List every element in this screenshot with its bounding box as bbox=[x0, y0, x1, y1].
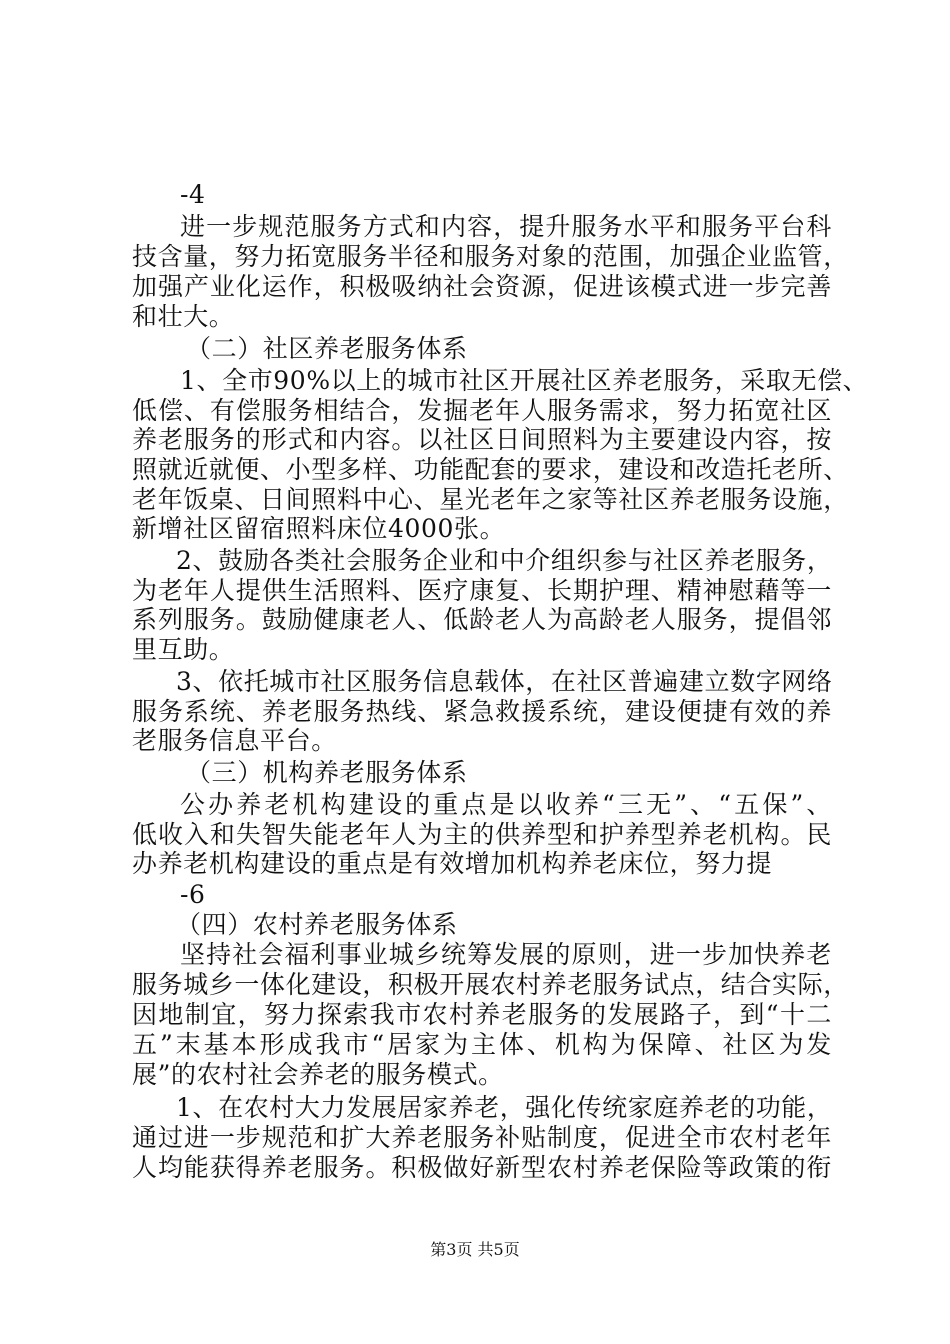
page-number-footer: 第3页 共5页 bbox=[430, 1240, 520, 1259]
paragraph-line: 老年饭桌、日间照料中心、星光老年之家等社区养老服务设施， bbox=[132, 485, 849, 514]
paragraph-line: 展”的农村社会养老的服务模式。 bbox=[132, 1060, 504, 1089]
paragraph-line: 3、依托城市社区服务信息载体，在社区普遍建立数字网络 bbox=[176, 667, 833, 696]
section-heading: （三）机构养老服务体系 bbox=[186, 758, 468, 787]
paragraph-line: 养老服务的形式和内容。以社区日间照料为主要建设内容，按 bbox=[132, 425, 832, 454]
paragraph-line: 老服务信息平台。 bbox=[132, 726, 337, 755]
page-marker: -4 bbox=[180, 180, 206, 209]
section-heading: （二）社区养老服务体系 bbox=[186, 334, 468, 363]
paragraph-line: 1、全市90%以上的城市社区开展社区养老服务，采取无偿、 bbox=[180, 366, 869, 395]
paragraph-line: 低收入和失智失能老年人为主的供养型和护养型养老机构。民 bbox=[132, 820, 832, 849]
paragraph-line: 五”末基本形成我市“居家为主体、机构为保障、社区为发 bbox=[132, 1030, 832, 1059]
paragraph-line: 照就近就便、小型多样、功能配套的要求，建设和改造托老所、 bbox=[132, 455, 849, 484]
paragraph-line: 为老年人提供生活照料、医疗康复、长期护理、精神慰藉等一 bbox=[132, 576, 832, 605]
page-marker: -6 bbox=[180, 880, 206, 909]
paragraph-line: 系列服务。鼓励健康老人、低龄老人为高龄老人服务，提倡邻 bbox=[132, 605, 832, 634]
paragraph-line: 里互助。 bbox=[132, 635, 235, 664]
section-heading: （四）农村养老服务体系 bbox=[176, 910, 458, 939]
paragraph-line: 因地制宜，努力探索我市农村养老服务的发展路子，到“十二 bbox=[132, 1000, 832, 1029]
paragraph-line: 公办养老机构建设的重点是以收养“三无”、“五保”、 bbox=[180, 790, 832, 819]
paragraph-line: 通过进一步规范和扩大养老服务补贴制度，促进全市农村老年 bbox=[132, 1123, 832, 1152]
paragraph-line: 新增社区留宿照料床位4000张。 bbox=[132, 514, 506, 543]
paragraph-line: 服务系统、养老服务热线、紧急救援系统，建设便捷有效的养 bbox=[132, 697, 832, 726]
paragraph-line: 和壮大。 bbox=[132, 302, 235, 331]
paragraph-line: 办养老机构建设的重点是有效增加机构养老床位，努力提 bbox=[132, 849, 773, 878]
paragraph-line: 技含量，努力拓宽服务半径和服务对象的范围，加强企业监管， bbox=[132, 242, 849, 271]
paragraph-line: 人均能获得养老服务。积极做好新型农村养老保险等政策的衔 bbox=[132, 1153, 832, 1182]
paragraph-line: 1、在农村大力发展居家养老，强化传统家庭养老的功能， bbox=[176, 1093, 833, 1122]
paragraph-line: 低偿、有偿服务相结合，发掘老年人服务需求，努力拓宽社区 bbox=[132, 396, 832, 425]
paragraph-line: 坚持社会福利事业城乡统筹发展的原则，进一步加快养老 bbox=[180, 940, 832, 969]
paragraph-line: 进一步规范服务方式和内容，提升服务水平和服务平台科 bbox=[180, 212, 832, 241]
paragraph-line: 加强产业化运作，积极吸纳社会资源，促进该模式进一步完善 bbox=[132, 272, 832, 301]
paragraph-line: 2、鼓励各类社会服务企业和中介组织参与社区养老服务， bbox=[176, 546, 833, 575]
paragraph-line: 服务城乡一体化建设，积极开展农村养老服务试点，结合实际， bbox=[132, 970, 849, 999]
